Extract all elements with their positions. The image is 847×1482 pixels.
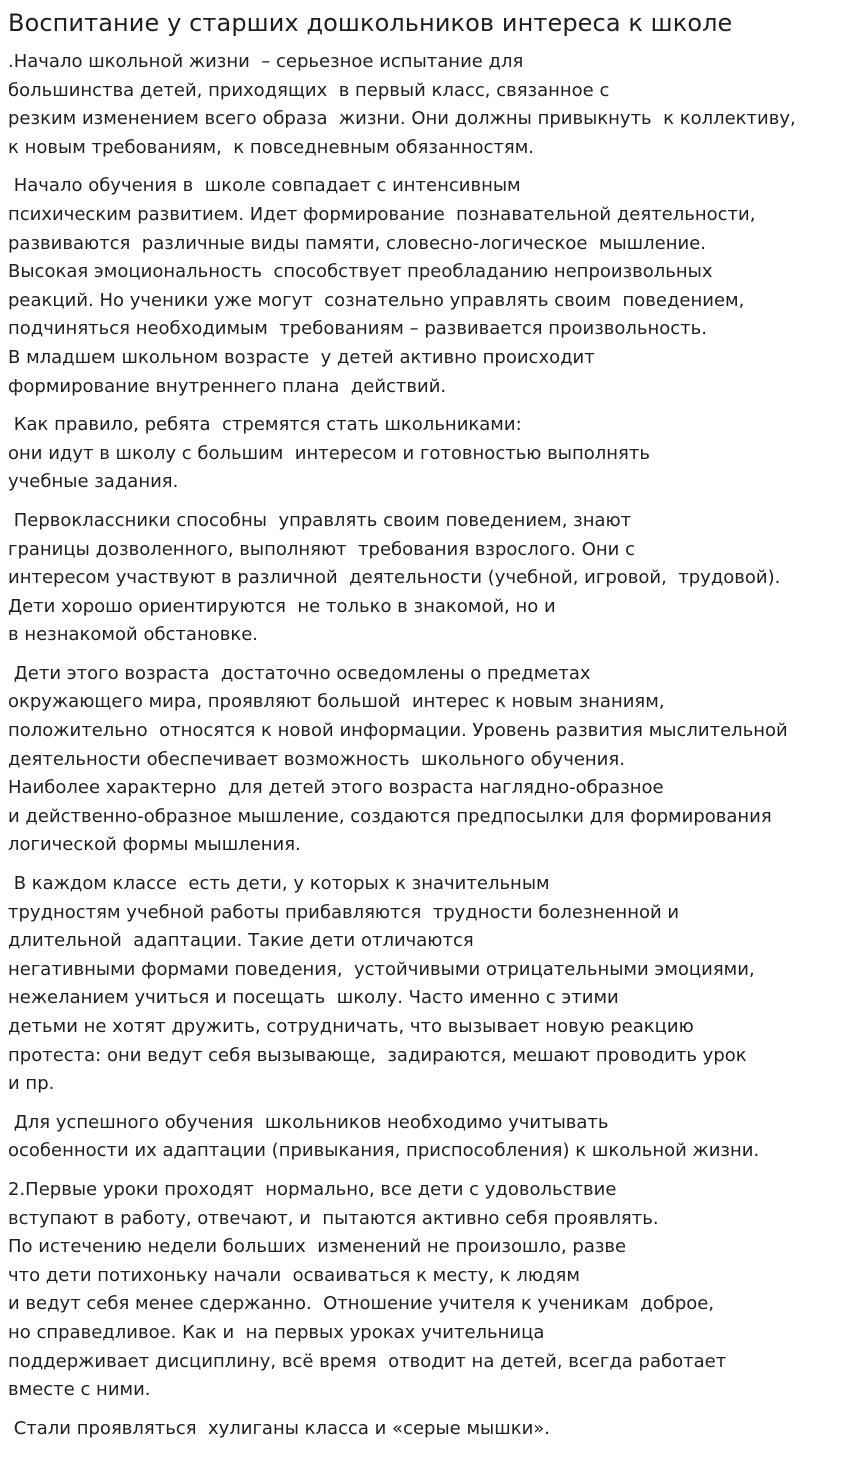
text-line: вступают в работу, отвечают, и пытаются активно себя проявлять. (8, 1207, 659, 1229)
paragraph-3 (8, 411, 839, 497)
text-line: интересом участвуют в различной деятельности (учебной, игровой, трудовой). (8, 567, 781, 589)
text-line: и пр. (8, 1073, 55, 1095)
text-line: границы дозволенного, выполняют требования взрослого. Они с (8, 538, 635, 560)
text-line: что дети потихоньку начали осваиваться к месту, к людям (8, 1264, 580, 1286)
text-line: и ведут себя менее сдержанно. Отношение учителя к ученикам доброе, (8, 1293, 715, 1315)
page-title: Воспитание у старших дошкольников интереса к школе (8, 9, 733, 37)
text-line: детьми не хотят дружить, сотрудничать, что вызывает новую реакцию (8, 1016, 694, 1037)
text-line: они идут в школу с большим интересом и готовностью выполнять (8, 442, 650, 464)
paragraph-2 (8, 172, 839, 401)
text-line: большинства детей, приходящих в первый класс, связанное с (8, 79, 610, 101)
paragraph-1 (8, 48, 839, 162)
paragraph-5 (8, 660, 839, 860)
text-line: но справедливое. Как и на первых уроках учительница (8, 1321, 545, 1343)
text-line: Дети этого возраста достаточно осведомлены о предметах (8, 662, 591, 684)
text-line: особенности их адаптации (привыкания, приспособления) к школьной жизни. (8, 1140, 760, 1162)
paragraph-4 (8, 507, 839, 650)
paragraph-8 (8, 1176, 839, 1405)
text-line: поддерживает дисциплину, всё время отводит на детей, всегда работает (8, 1350, 727, 1372)
text-line: 2.Первые уроки проходят нормально, все дети с удовольствие (8, 1178, 617, 1200)
text-line: в незнакомой обстановке. (8, 624, 259, 646)
text-line: протеста: они ведут себя вызывающе, задираются, мешают проводить урок (8, 1044, 747, 1066)
text-line: психическим развитием. Идет формирование познавательной деятельности, (8, 203, 756, 225)
text-line: резким изменением всего образа жизни. Они должны привыкнуть к коллективу, (8, 108, 796, 130)
text-line: окружающего мира, проявляют большой интерес к новым знаниям, (8, 691, 665, 713)
paragraph-6 (8, 870, 839, 1099)
text-line: реакций. Но ученики уже могут сознательно управлять своим поведением, (8, 289, 745, 311)
paragraph-7 (8, 1109, 839, 1166)
paragraph-9 (8, 1415, 839, 1444)
text-line: логической формы мышления. (8, 834, 301, 856)
text-line: развиваются различные виды памяти, словесно-логическое мышление. (8, 232, 706, 254)
text-line: Как правило, ребята стремятся стать школьниками: (8, 414, 522, 436)
text-line: В младшем школьном возрасте у детей активно происходит (8, 346, 595, 368)
text-line: По истечению недели больших изменений не произошло, разве (8, 1236, 627, 1258)
text-line: Для успешного обучения школьников необходимо учитывать (8, 1111, 609, 1133)
text-line: Стали проявляться хулиганы класса и «серые мышки». (8, 1417, 551, 1439)
text-line: и действенно-образное мышление, создаются предпосылки для формирования (8, 805, 772, 827)
text-line: Дети хорошо ориентируются не только в знакомой, но и (8, 595, 556, 617)
text-line: формирование внутреннего плана действий. (8, 375, 447, 397)
text-line: трудностям учебной работы прибавляются трудности болезненной и (8, 901, 680, 923)
text-line: учебные задания. (8, 471, 179, 493)
text-line: подчиняться необходимым требованиям – развивается произвольность. (8, 318, 708, 340)
text-line: длительной адаптации. Такие дети отличаются (8, 930, 474, 952)
text-line: нежеланием учиться и посещать школу. Часто именно с этими (8, 987, 619, 1009)
text-line: вместе с ними. (8, 1379, 151, 1401)
text-line: .Начало школьной жизни – серьезное испытание для (8, 51, 524, 72)
text-line: к новым требованиям, к повседневным обязанностям. (8, 136, 535, 158)
text-line: положительно относятся к новой информации. Уровень развития мыслительной (8, 720, 788, 742)
text-line: В каждом классе есть дети, у которых к значительным (8, 873, 550, 895)
text-line: негативными формами поведения, устойчивыми отрицательными эмоциями, (8, 958, 755, 980)
text-line: Начало обучения в школе совпадает с интенсивным (8, 175, 521, 197)
text-line: Наиболее характерно для детей этого возраста наглядно-образное (8, 777, 664, 799)
text-line: деятельности обеспечивает возможность школьного обучения. (8, 748, 625, 770)
text-line: Высокая эмоциональность способствует преобладанию непроизвольных (8, 261, 713, 283)
text-line: Первоклассники способны управлять своим поведением, знают (8, 509, 632, 531)
